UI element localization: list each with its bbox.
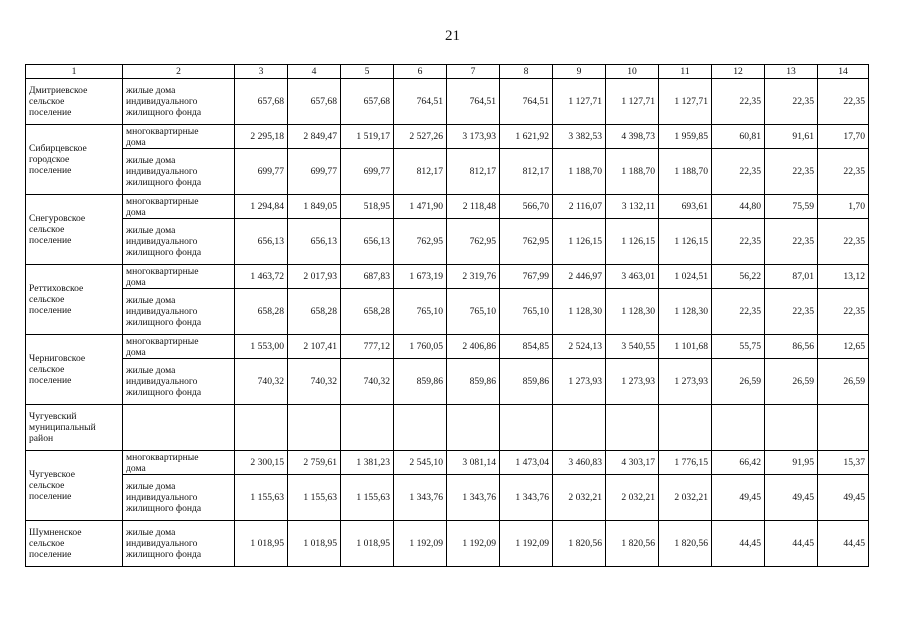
value-cell: 60,81	[712, 125, 765, 149]
value-cell: 2 295,18	[235, 125, 288, 149]
value-cell: 812,17	[500, 149, 553, 195]
value-cell: 2 446,97	[553, 265, 606, 289]
table-row	[26, 521, 869, 567]
value-cell: 75,59	[765, 195, 818, 219]
table-row	[26, 359, 869, 405]
column-header: 3	[235, 65, 288, 79]
value-cell: 55,75	[712, 335, 765, 359]
value-cell: 2 849,47	[288, 125, 341, 149]
settlement-name: Снегуровское сельское поселение	[26, 195, 123, 265]
value-cell: 22,35	[818, 289, 869, 335]
value-cell: 1 192,09	[447, 521, 500, 567]
value-cell: 658,28	[288, 289, 341, 335]
value-cell: 56,22	[712, 265, 765, 289]
value-cell: 657,68	[341, 79, 394, 125]
value-cell: 13,12	[818, 265, 869, 289]
settlement-name: Черниговское сельское поселение	[26, 335, 123, 405]
table-body	[26, 65, 869, 567]
housing-type: многоквартирные дома	[123, 451, 235, 475]
value-cell: 1 820,56	[553, 521, 606, 567]
value-cell: 657,68	[235, 79, 288, 125]
value-cell: 1 273,93	[606, 359, 659, 405]
value-cell: 17,70	[818, 125, 869, 149]
value-cell: 1 127,71	[553, 79, 606, 125]
value-cell	[712, 405, 765, 451]
value-cell	[606, 405, 659, 451]
value-cell: 1 381,23	[341, 451, 394, 475]
value-cell: 1,70	[818, 195, 869, 219]
value-cell: 1 760,05	[394, 335, 447, 359]
value-cell: 2 406,86	[447, 335, 500, 359]
value-cell: 44,45	[712, 521, 765, 567]
value-cell: 1 018,95	[288, 521, 341, 567]
value-cell: 2 032,21	[659, 475, 712, 521]
value-cell: 49,45	[765, 475, 818, 521]
value-cell: 764,51	[394, 79, 447, 125]
value-cell: 2 759,61	[288, 451, 341, 475]
value-cell: 22,35	[712, 149, 765, 195]
value-cell: 859,86	[447, 359, 500, 405]
value-cell: 26,59	[818, 359, 869, 405]
value-cell: 699,77	[341, 149, 394, 195]
value-cell: 2 017,93	[288, 265, 341, 289]
housing-type: жилые дома индивидуального жилищного фонда	[123, 475, 235, 521]
housing-type: жилые дома индивидуального жилищного фонда	[123, 149, 235, 195]
table-row	[26, 219, 869, 265]
value-cell: 1 343,76	[394, 475, 447, 521]
value-cell: 765,10	[447, 289, 500, 335]
value-cell: 1 273,93	[553, 359, 606, 405]
value-cell: 1 553,00	[235, 335, 288, 359]
value-cell: 3 382,53	[553, 125, 606, 149]
settlement-name: Сибирцевское городское поселение	[26, 125, 123, 195]
value-cell: 699,77	[235, 149, 288, 195]
value-cell: 1 127,71	[606, 79, 659, 125]
value-cell: 854,85	[500, 335, 553, 359]
value-cell: 765,10	[394, 289, 447, 335]
value-cell: 656,13	[235, 219, 288, 265]
column-header: 13	[765, 65, 818, 79]
value-cell: 1 519,17	[341, 125, 394, 149]
value-cell: 2 116,07	[553, 195, 606, 219]
value-cell: 2 032,21	[553, 475, 606, 521]
value-cell: 4 398,73	[606, 125, 659, 149]
value-cell: 3 540,55	[606, 335, 659, 359]
tariff-table	[25, 64, 869, 567]
value-cell: 1 155,63	[341, 475, 394, 521]
value-cell: 26,59	[765, 359, 818, 405]
value-cell	[447, 405, 500, 451]
value-cell: 1 128,30	[553, 289, 606, 335]
table-row	[26, 475, 869, 521]
value-cell: 1 343,76	[447, 475, 500, 521]
column-header: 8	[500, 65, 553, 79]
value-cell: 2 107,41	[288, 335, 341, 359]
value-cell	[288, 405, 341, 451]
value-cell	[818, 405, 869, 451]
value-cell: 1 155,63	[288, 475, 341, 521]
value-cell: 22,35	[765, 79, 818, 125]
housing-type: жилые дома индивидуального жилищного фонда	[123, 219, 235, 265]
page-number: 21	[445, 28, 460, 44]
value-cell: 12,65	[818, 335, 869, 359]
value-cell: 1 127,71	[659, 79, 712, 125]
value-cell: 1 018,95	[235, 521, 288, 567]
value-cell: 1 273,93	[659, 359, 712, 405]
value-cell: 812,17	[447, 149, 500, 195]
value-cell: 687,83	[341, 265, 394, 289]
value-cell: 1 126,15	[659, 219, 712, 265]
housing-type: многоквартирные дома	[123, 335, 235, 359]
value-cell: 3 173,93	[447, 125, 500, 149]
value-cell	[553, 405, 606, 451]
value-cell	[235, 405, 288, 451]
value-cell: 1 188,70	[606, 149, 659, 195]
value-cell: 66,42	[712, 451, 765, 475]
value-cell: 693,61	[659, 195, 712, 219]
settlement-name: Реттиховское сельское поселение	[26, 265, 123, 335]
value-cell: 1 188,70	[553, 149, 606, 195]
settlement-name: Чугуевское сельское поселение	[26, 451, 123, 521]
column-header: 14	[818, 65, 869, 79]
value-cell: 44,45	[765, 521, 818, 567]
value-cell: 1 101,68	[659, 335, 712, 359]
value-cell	[765, 405, 818, 451]
value-cell: 1 128,30	[606, 289, 659, 335]
value-cell	[341, 405, 394, 451]
value-cell: 2 527,26	[394, 125, 447, 149]
value-cell: 1 776,15	[659, 451, 712, 475]
value-cell: 1 849,05	[288, 195, 341, 219]
value-cell: 4 303,17	[606, 451, 659, 475]
housing-type: многоквартирные дома	[123, 125, 235, 149]
value-cell: 1 343,76	[500, 475, 553, 521]
value-cell: 1 024,51	[659, 265, 712, 289]
value-cell: 1 128,30	[659, 289, 712, 335]
value-cell	[500, 405, 553, 451]
value-cell: 22,35	[765, 219, 818, 265]
value-cell: 1 018,95	[341, 521, 394, 567]
value-cell: 1 820,56	[606, 521, 659, 567]
value-cell: 2 032,21	[606, 475, 659, 521]
value-cell: 1 192,09	[500, 521, 553, 567]
value-cell: 15,37	[818, 451, 869, 475]
value-cell: 22,35	[765, 149, 818, 195]
value-cell: 1 155,63	[235, 475, 288, 521]
table-row	[26, 335, 869, 359]
value-cell: 2 545,10	[394, 451, 447, 475]
value-cell: 86,56	[765, 335, 818, 359]
value-cell: 656,13	[288, 219, 341, 265]
value-cell	[394, 405, 447, 451]
value-cell: 3 081,14	[447, 451, 500, 475]
value-cell: 767,99	[500, 265, 553, 289]
value-cell: 22,35	[712, 79, 765, 125]
value-cell: 762,95	[500, 219, 553, 265]
value-cell: 740,32	[288, 359, 341, 405]
value-cell: 87,01	[765, 265, 818, 289]
value-cell: 49,45	[818, 475, 869, 521]
column-header: 1	[26, 65, 123, 79]
column-header: 9	[553, 65, 606, 79]
table-row	[26, 125, 869, 149]
table-row	[26, 405, 869, 451]
settlement-name: Шумненское сельское поселение	[26, 521, 123, 567]
table-row	[26, 79, 869, 125]
value-cell: 859,86	[500, 359, 553, 405]
column-header: 11	[659, 65, 712, 79]
value-cell: 518,95	[341, 195, 394, 219]
column-header: 10	[606, 65, 659, 79]
value-cell: 22,35	[765, 289, 818, 335]
value-cell: 22,35	[712, 219, 765, 265]
value-cell: 26,59	[712, 359, 765, 405]
settlement-name: Дмитриевское сельское поселение	[26, 79, 123, 125]
value-cell: 2 300,15	[235, 451, 288, 475]
value-cell: 1 820,56	[659, 521, 712, 567]
value-cell: 658,28	[235, 289, 288, 335]
value-cell: 22,35	[818, 219, 869, 265]
value-cell: 762,95	[447, 219, 500, 265]
value-cell: 740,32	[235, 359, 288, 405]
value-cell: 49,45	[712, 475, 765, 521]
value-cell: 1 673,19	[394, 265, 447, 289]
value-cell: 699,77	[288, 149, 341, 195]
column-header: 4	[288, 65, 341, 79]
value-cell	[659, 405, 712, 451]
value-cell: 91,95	[765, 451, 818, 475]
value-cell: 762,95	[394, 219, 447, 265]
column-header: 6	[394, 65, 447, 79]
value-cell: 44,80	[712, 195, 765, 219]
table-row	[26, 289, 869, 335]
value-cell: 566,70	[500, 195, 553, 219]
value-cell: 657,68	[288, 79, 341, 125]
column-header: 2	[123, 65, 235, 79]
value-cell: 1 126,15	[606, 219, 659, 265]
value-cell: 3 463,01	[606, 265, 659, 289]
value-cell: 3 460,83	[553, 451, 606, 475]
value-cell: 764,51	[500, 79, 553, 125]
housing-type	[123, 405, 235, 451]
value-cell: 656,13	[341, 219, 394, 265]
value-cell: 658,28	[341, 289, 394, 335]
housing-type: многоквартирные дома	[123, 265, 235, 289]
value-cell: 22,35	[818, 149, 869, 195]
value-cell: 859,86	[394, 359, 447, 405]
value-cell: 2 524,13	[553, 335, 606, 359]
housing-type: жилые дома индивидуального жилищного фонда	[123, 289, 235, 335]
value-cell: 1 959,85	[659, 125, 712, 149]
table-row	[26, 451, 869, 475]
settlement-name: Чугуевский муниципальный район	[26, 405, 123, 451]
column-header: 5	[341, 65, 394, 79]
value-cell: 1 294,84	[235, 195, 288, 219]
value-cell: 2 118,48	[447, 195, 500, 219]
housing-type: многоквартирные дома	[123, 195, 235, 219]
column-header: 12	[712, 65, 765, 79]
value-cell: 1 188,70	[659, 149, 712, 195]
value-cell: 777,12	[341, 335, 394, 359]
value-cell: 1 192,09	[394, 521, 447, 567]
value-cell: 22,35	[818, 79, 869, 125]
housing-type: жилые дома индивидуального жилищного фонда	[123, 79, 235, 125]
value-cell: 812,17	[394, 149, 447, 195]
table-row	[26, 265, 869, 289]
value-cell: 91,61	[765, 125, 818, 149]
value-cell: 740,32	[341, 359, 394, 405]
column-header: 7	[447, 65, 500, 79]
value-cell: 1 473,04	[500, 451, 553, 475]
housing-type: жилые дома индивидуального жилищного фонда	[123, 521, 235, 567]
value-cell: 1 126,15	[553, 219, 606, 265]
value-cell: 3 132,11	[606, 195, 659, 219]
table-row	[26, 195, 869, 219]
value-cell: 44,45	[818, 521, 869, 567]
value-cell: 1 463,72	[235, 265, 288, 289]
table-row	[26, 149, 869, 195]
header-row	[26, 65, 869, 79]
value-cell: 1 471,90	[394, 195, 447, 219]
value-cell: 22,35	[712, 289, 765, 335]
value-cell: 765,10	[500, 289, 553, 335]
value-cell: 764,51	[447, 79, 500, 125]
housing-type: жилые дома индивидуального жилищного фонда	[123, 359, 235, 405]
value-cell: 1 621,92	[500, 125, 553, 149]
value-cell: 2 319,76	[447, 265, 500, 289]
